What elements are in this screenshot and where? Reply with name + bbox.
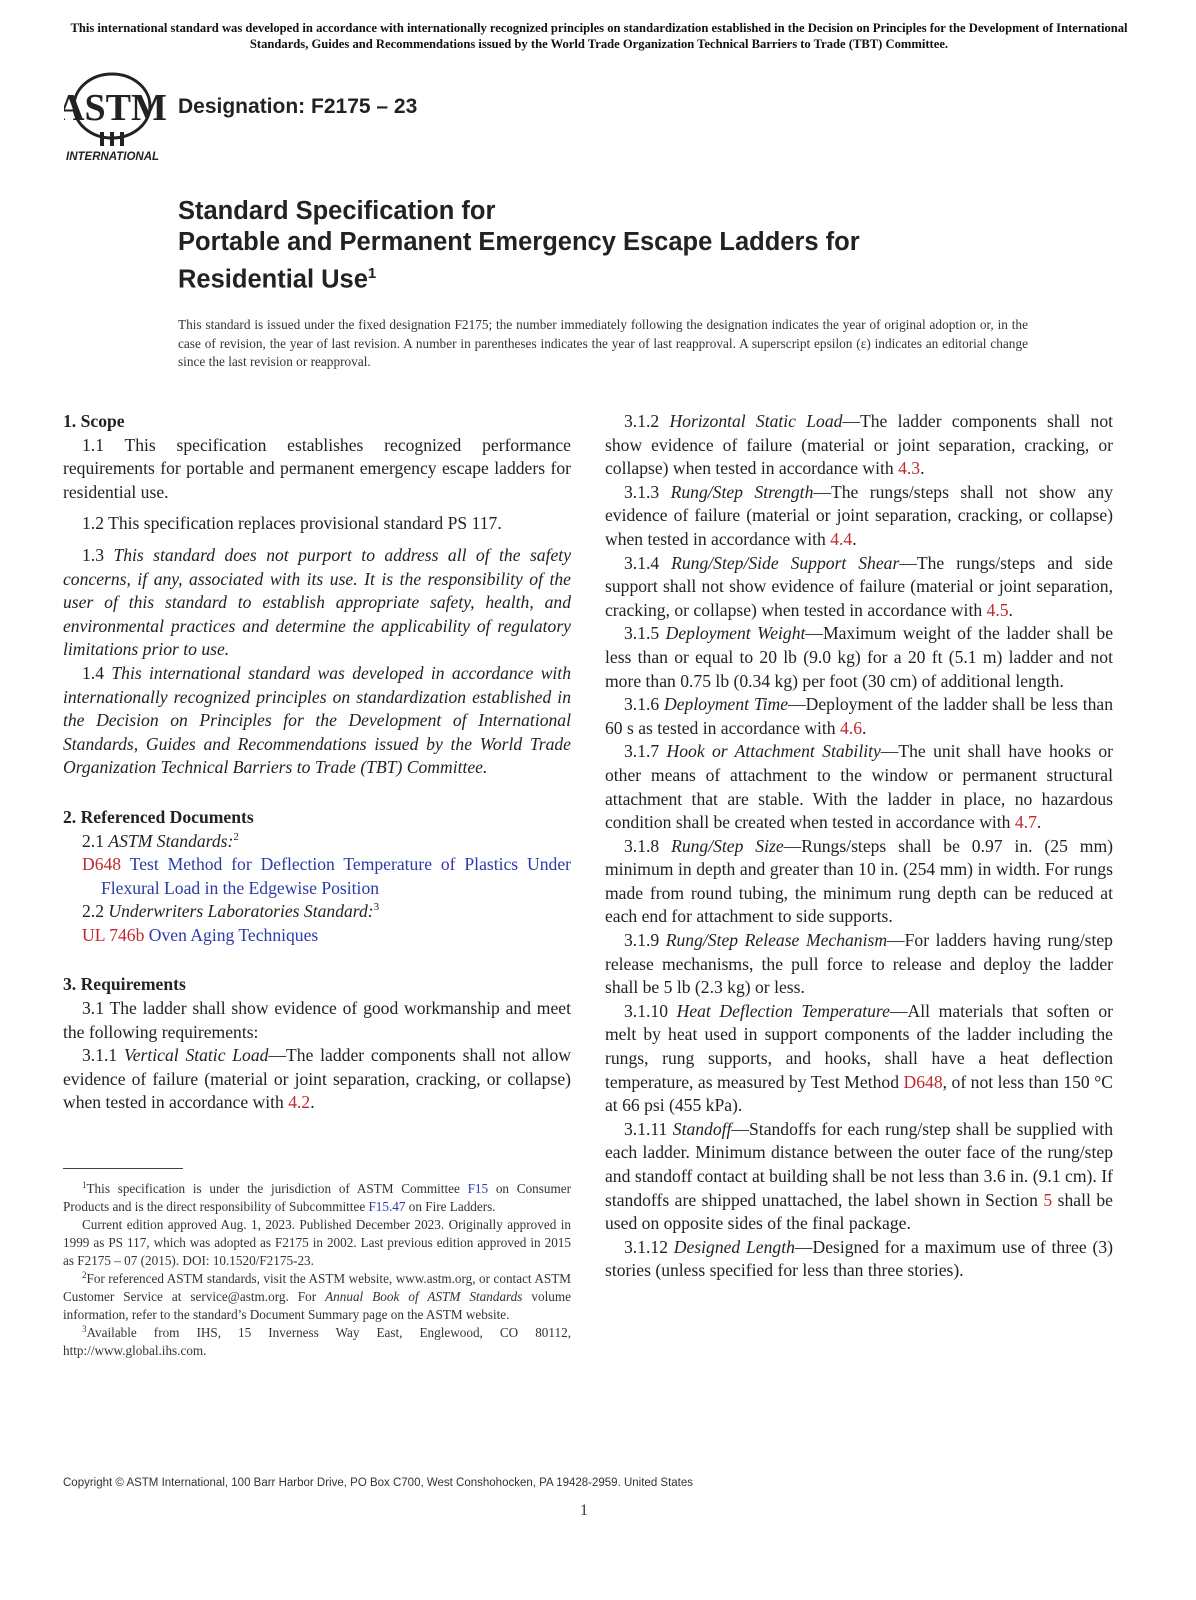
link-4-7[interactable]: 4.7 <box>1014 812 1037 833</box>
astm-logo-icon <box>64 70 168 164</box>
num: 3.1.10 <box>624 1000 668 1021</box>
footnote-ref-2: 2 <box>233 830 239 843</box>
fn-text: For referenced ASTM standards, visit the ASTM website, www.astm.org, or contact ASTM Customer Service at service@astm.org. For <box>63 1271 571 1304</box>
num: 3.1.5 <box>624 623 660 644</box>
footnote-3 <box>63 1324 571 1360</box>
para-2-1-title: ASTM Standards: <box>108 830 234 851</box>
term: Deployment Time <box>664 694 789 715</box>
designation: Designation: F2175 – 23 <box>178 95 418 118</box>
preamble: This standard is issued under the fixed designation F2175; the number immediately following the designation indicates the year of original adoption or, in the case of revision, the year of last revision. A number in parentheses indicates the year of last reapproval. A superscript epsilon (ε) indicates an editorial change since the last revision or reapproval. <box>178 317 1028 369</box>
heading-referenced-documents: 2. Referenced Documents <box>63 806 254 827</box>
term: Designed Length <box>673 1236 795 1257</box>
text: —For ladders having rung/step release mechanisms, the pull force to release and deploy the ladder shall be 5 lb (2.3 kg) or less. <box>605 930 1113 998</box>
text: —Deployment of the ladder shall be less than 60 s as tested in accordance with <box>605 694 1113 738</box>
link-d648[interactable]: D648 <box>903 1071 943 1092</box>
right-column <box>605 410 1113 1283</box>
title-line-2: Portable and Permanent Emergency Escape Ladders for <box>178 228 860 256</box>
num: 3.1.12 <box>624 1236 668 1257</box>
footnote-rule <box>63 1168 183 1169</box>
footnotes <box>63 1180 571 1360</box>
fn-mark: 1 <box>82 1180 87 1190</box>
title-footnote-mark: 1 <box>367 265 377 282</box>
ref-d648[interactable] <box>63 853 571 900</box>
para-3-1-9 <box>605 929 1113 1000</box>
para-1-3-num: 1.3 <box>82 544 104 565</box>
link-f15-47[interactable]: F15.47 <box>368 1199 406 1214</box>
term: Standoff <box>672 1118 732 1139</box>
fn-mark: 2 <box>82 1270 87 1280</box>
heading-scope: 1. Scope <box>63 411 125 431</box>
num: 3.1.7 <box>624 741 660 762</box>
ref-ul746b-code[interactable]: UL 746b <box>82 924 145 945</box>
footnote-1 <box>63 1180 571 1216</box>
para-3-1-5 <box>605 622 1113 693</box>
para-1-4-text: This international standard was developed in accordance with internationally recognized principles on standardization established in the Decision on Principles for the Development of International Standards, Guides and Recommendations issued by the World Trade Organization Technical Barriers to Trade (TBT) Committee. <box>63 662 571 778</box>
para-3-1-3: 3.1.3 Rung/Step Strength—The rungs/steps shall not show any evidence of failure (material or joint separation, cracking, or collapse) when tested in accordance with 4.4. <box>605 481 1113 549</box>
fn-italic: Annual Book of ASTM Standards <box>325 1289 523 1304</box>
para-3-1-11 <box>605 1118 1113 1236</box>
para-3-1-10 <box>605 1000 1113 1118</box>
document-title <box>178 196 1078 296</box>
para-1-3 <box>63 544 571 662</box>
text: —Standoffs for each rung/step shall be supplied with each ladder. Minimum distance between the outer face of the rung/step and standoff contact at building shall be not less than 3.6 in. (9.1 cm). If standoffs are shipped unattached, the label shown in Section <box>605 1118 1113 1210</box>
title-line-1: Standard Specification for <box>178 197 496 225</box>
text: —The rungs/steps and side support shall not show evidence of failure (material or joint separation, cracking, or collapse) when tested in accordance with <box>605 552 1113 620</box>
num: 3.1.6 <box>624 694 660 715</box>
para-3-1-6: 3.1.6 Deployment Time—Deployment of the ladder shall be less than 60 s as tested in accordance with 4.6. <box>605 694 1113 738</box>
fn-mark: 3 <box>82 1324 87 1334</box>
para-3-1-12 <box>605 1236 1113 1283</box>
ref-ul746b[interactable] <box>63 924 571 948</box>
link-4-2[interactable]: 4.2 <box>288 1092 311 1113</box>
fn-text: This specification is under the jurisdiction of ASTM Committee <box>86 1181 468 1196</box>
term: Rung/Step Release Mechanism <box>665 930 888 951</box>
para-3-1: 3.1 The ladder shall show evidence of good workmanship and meet the following requirements: <box>63 998 571 1042</box>
text: shall be used on opposite sides of the final package. <box>605 1189 1113 1234</box>
para-1-4 <box>63 662 571 780</box>
logo-wordmark: ASTM <box>64 87 167 129</box>
term: Rung/Step Strength <box>670 481 814 502</box>
logo-subtext: INTERNATIONAL <box>66 151 160 163</box>
copyright: Copyright © ASTM International, 100 Barr Harbor Drive, PO Box C700, West Conshohocken, PA 19428-2959. United States <box>63 1477 694 1489</box>
link-4-6[interactable]: 4.6 <box>840 717 862 738</box>
page-number: 1 <box>580 1502 588 1519</box>
para-2-2 <box>63 900 571 924</box>
ref-d648-code[interactable]: D648 <box>82 854 122 875</box>
footnote-2 <box>63 1270 571 1324</box>
ref-d648-title[interactable]: Test Method for Deflection Temperature of Plastics Under Flexural Load in the Edgewise Position <box>101 854 571 898</box>
num: 3.1.2 <box>624 411 660 431</box>
fn-text: volume information, refer to the standard’s Document Summary page on the ASTM website. <box>63 1289 571 1322</box>
fn-text: on Consumer Products and is the direct responsibility of Subcommittee <box>63 1181 571 1214</box>
ref-ul746b-title[interactable]: Oven Aging Techniques <box>148 924 319 945</box>
para-3-1-4: 3.1.4 Rung/Step/Side Support Shear—The rungs/steps and side support shall not show evidence of failure (material or joint separation, cracking, or collapse) when tested in accordance with 4.5. <box>605 552 1113 620</box>
para-3-1-2: 3.1.2 Horizontal Static Load—The ladder components shall not show evidence of failure (material or joint separation, cracking, or collapse) when tested in accordance with 4.3. <box>605 411 1114 479</box>
num: 3.1.9 <box>624 930 660 951</box>
heading-requirements: 3. Requirements <box>63 974 186 995</box>
link-4-5[interactable]: 4.5 <box>986 599 1009 620</box>
para-2-2-num: 2.2 <box>82 901 104 922</box>
para-1-1: 1.1 This specification establishes recognized performance requirements for portable and permanent emergency escape ladders for residential use. <box>63 434 571 502</box>
num: 3.1.11 <box>624 1118 668 1139</box>
text: —Designed for a maximum use of three (3) stories (unless specified for less than three stories). <box>605 1236 1113 1281</box>
fn-text: Available from IHS, 15 Inverness Way East, Englewood, CO 80112, http://www.global.ihs.com. <box>63 1325 571 1358</box>
num: 3.1.3 <box>624 481 660 502</box>
num: 3.1.8 <box>624 835 660 856</box>
num: 3.1.4 <box>624 552 660 573</box>
term: Rung/Step Size <box>671 835 784 856</box>
para-3-1-1: 3.1.1 Vertical Static Load—The ladder components shall not allow evidence of failure (material or joint separation, cracking, or collapse) when tested in accordance with 4.2. <box>63 1045 571 1113</box>
para-2-1 <box>63 830 571 854</box>
header-note: This international standard was developed in accordance with internationally recognized principles on standardization established in the Decision on Principles for the Development of International Standards, Guides and Recommendations issued by the World Trade Organization Technical Barriers to Trade (TBT) Committee. <box>70 21 1128 51</box>
link-f15[interactable]: F15 <box>467 1181 489 1196</box>
para-1-3-text: This standard does not purport to address all of the safety concerns, if any, associated with its use. It is the responsibility of the user of this standard to establish appropriate safety, health, and environmental practices and determine the applicability of regulatory limitations prior to use. <box>63 544 571 660</box>
para-1-2: 1.2 This specification replaces provisional standard PS 117. <box>82 513 502 534</box>
fn-text: on Fire Ladders. <box>405 1199 496 1214</box>
term: Heat Deflection Temperature <box>676 1000 890 1021</box>
text: —The ladder components shall not allow evidence of failure (material or joint separation, cracking, or collapse) when tested in accordance with <box>63 1045 571 1113</box>
para-3-1-7: 3.1.7 Hook or Attachment Stability—The unit shall have hooks or other means of attachment to the window or permanent structural attachment that are stable. With the ladder in place, no hazardous condition shall be created when tested in accordance with 4.7. <box>605 741 1113 833</box>
term: Horizontal Static Load <box>669 411 843 431</box>
text: —The unit shall have hooks or other means of attachment to the window or permanent structural attachment that are stable. With the ladder in place, no hazardous condition shall be created when tested in accordance with <box>605 741 1113 833</box>
text: —Maximum weight of the ladder shall be less than or equal to 20 lb (9.0 kg) for a 20 ft (5.1 m) ladder and not more than 0.75 lb (0.34 kg) per foot (30 cm) of additional length. <box>605 623 1113 691</box>
footnote-1-edition: Current edition approved Aug. 1, 2023. Published December 2023. Originally approved in 1999 as PS 117, which was adopted as F2175 in 2002. Last previous edition approved in 2015 as F2175 – 07 (2015). DOI: 10.1520/F2175-23. <box>63 1217 571 1268</box>
text: —The ladder components shall not show evidence of failure (material or joint separation, cracking, or collapse) when tested in accordance with <box>605 411 1114 479</box>
left-column <box>63 410 571 1115</box>
link-4-4[interactable]: 4.4 <box>830 528 853 549</box>
link-4-3[interactable]: 4.3 <box>898 458 921 479</box>
para-1-4-num: 1.4 <box>82 662 104 683</box>
term: Rung/Step/Side Support Shear <box>671 552 900 573</box>
astm-logo <box>64 70 168 164</box>
text: , of not less than 150 °C at 66 psi (455 kPa). <box>605 1071 1113 1116</box>
para-2-1-num: 2.1 <box>82 830 104 851</box>
num: 3.1.1 <box>82 1045 118 1066</box>
para-3-1-8 <box>605 835 1113 929</box>
footnote-ref-3: 3 <box>373 901 380 914</box>
term: Hook or Attachment Stability <box>666 741 881 762</box>
term: Deployment Weight <box>665 623 806 644</box>
text: —The rungs/steps shall not show any evidence of failure (material or joint separation, cracking, or collapse) when tested in accordance with <box>605 481 1113 549</box>
text: —All materials that soften or melt by heat used in support components of the ladder including the rungs, rung supports, and hooks, shall have a heat deflection temperature, as measured by Test Method <box>605 1000 1114 1092</box>
link-section-5[interactable]: 5 <box>1043 1189 1053 1210</box>
text: —Rungs/steps shall be 0.97 in. (25 mm) minimum in depth and greater than 10 in. (254 mm) in width. For rungs made from round tubing, the minimum rung depth can be reduced at each end for attachment to side supports. <box>605 835 1113 927</box>
title-line-3: Residential Use <box>178 265 368 294</box>
para-2-2-title: Underwriters Laboratories Standard: <box>108 901 374 922</box>
term: Vertical Static Load <box>123 1045 269 1066</box>
